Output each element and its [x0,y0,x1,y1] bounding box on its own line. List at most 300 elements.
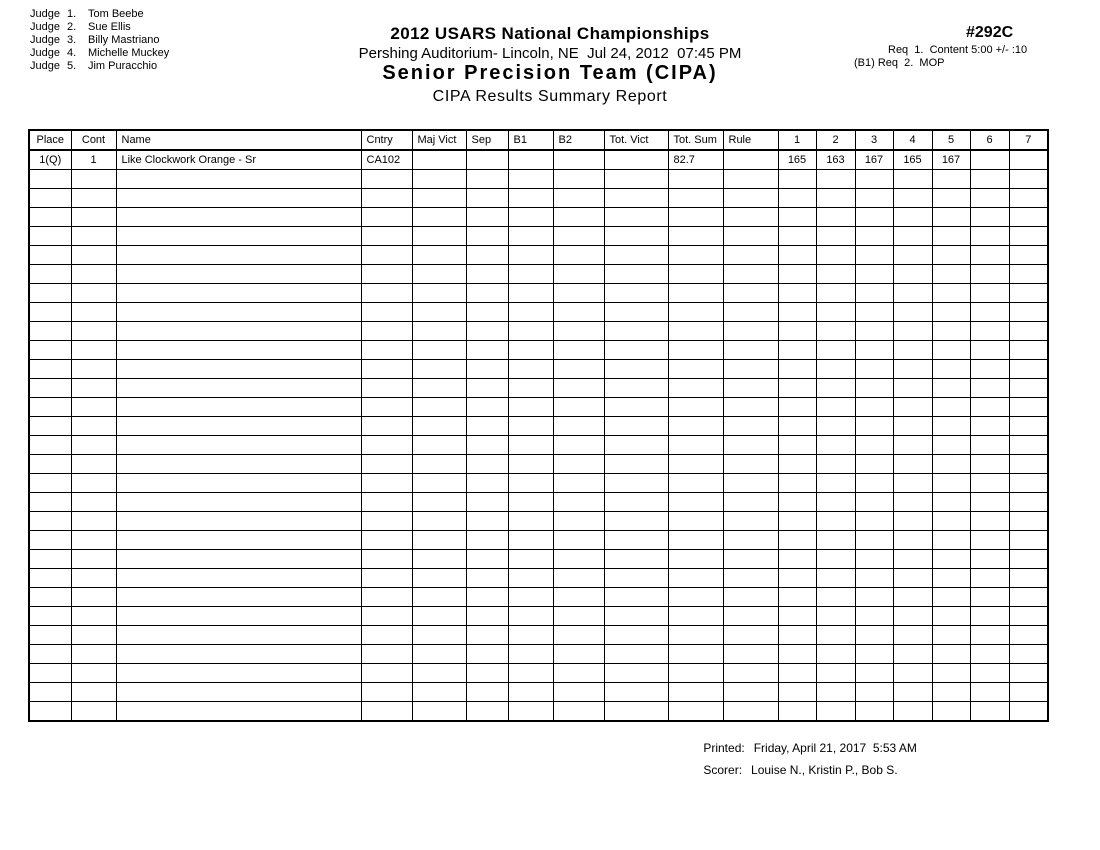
cell-place [29,360,71,379]
cell-j6 [970,170,1009,189]
cell-j3 [855,531,893,550]
cell-cont [71,645,116,664]
empty-row [29,284,1048,303]
cell-cntry [361,417,412,436]
cell-j7 [1009,683,1048,702]
cell-b2 [553,550,604,569]
cell-tot-sum [668,417,723,436]
cell-b2 [553,322,604,341]
judge-name: Michelle Muckey [87,47,170,59]
cell-maj-vict [412,227,466,246]
cell-j7 [1009,360,1048,379]
cell-rule [723,284,778,303]
cell-j3 [855,626,893,645]
cell-j4 [893,360,932,379]
cell-j3 [855,455,893,474]
judge-name: Tom Beebe [87,8,144,20]
cell-tot-sum: 82.7 [668,150,723,170]
cell-sep [466,569,508,588]
cell-cntry [361,702,412,722]
cell-j7 [1009,189,1048,208]
cell-j4 [893,208,932,227]
cell-maj-vict [412,550,466,569]
cell-b2 [553,493,604,512]
empty-row [29,208,1048,227]
cell-j6 [970,664,1009,683]
cell-j6 [970,417,1009,436]
cell-sep [466,265,508,284]
scorer-label: Scorer: [703,763,743,777]
cell-cont [71,189,116,208]
cell-name: Like Clockwork Orange - Sr [116,150,361,170]
cell-cont [71,512,116,531]
cell-b2 [553,626,604,645]
cell-j3 [855,493,893,512]
cell-b2 [553,398,604,417]
cell-j2 [816,189,855,208]
cell-rule [723,569,778,588]
cell-sep [466,531,508,550]
cell-j1 [778,284,816,303]
cell-j2 [816,664,855,683]
cell-j6 [970,645,1009,664]
cell-j6 [970,246,1009,265]
cell-j1 [778,664,816,683]
cell-place [29,550,71,569]
cell-name [116,379,361,398]
cell-rule [723,189,778,208]
cell-b2 [553,284,604,303]
empty-row [29,341,1048,360]
cell-j2 [816,455,855,474]
cell-cntry [361,322,412,341]
cell-tot-vict [604,303,668,322]
cell-cntry [361,474,412,493]
cell-j2 [816,436,855,455]
cell-j3 [855,702,893,722]
cell-maj-vict [412,417,466,436]
cell-rule [723,607,778,626]
cell-tot-sum [668,341,723,360]
cell-b1 [508,588,553,607]
cell-sep [466,702,508,722]
cell-tot-vict [604,607,668,626]
cell-cntry [361,398,412,417]
cell-name [116,322,361,341]
cell-j1 [778,626,816,645]
cell-j7 [1009,455,1048,474]
cell-maj-vict [412,379,466,398]
col-header-tot-sum: Tot. Sum [668,130,723,150]
cell-j7 [1009,208,1048,227]
cell-sep [466,474,508,493]
cell-j6 [970,493,1009,512]
cell-j6 [970,550,1009,569]
cell-name [116,436,361,455]
judge-label: Judge [30,21,60,33]
cell-sep [466,607,508,626]
cell-tot-vict [604,550,668,569]
cell-maj-vict [412,493,466,512]
cell-cntry [361,493,412,512]
cell-j7 [1009,607,1048,626]
cell-tot-sum [668,493,723,512]
cell-j1 [778,246,816,265]
cell-j1 [778,360,816,379]
cell-j5 [932,436,970,455]
cell-j3 [855,246,893,265]
cell-sep [466,379,508,398]
cell-rule [723,626,778,645]
cell-j7 [1009,303,1048,322]
cell-maj-vict [412,189,466,208]
cell-j1 [778,417,816,436]
cell-cntry [361,341,412,360]
cell-cont [71,664,116,683]
cell-tot-vict [604,189,668,208]
cell-cont [71,246,116,265]
cell-rule [723,664,778,683]
cell-cont [71,626,116,645]
cell-j5 [932,493,970,512]
cell-j5 [932,607,970,626]
cell-place [29,626,71,645]
cell-j6 [970,569,1009,588]
cell-j6 [970,588,1009,607]
cell-b1 [508,417,553,436]
cell-tot-sum [668,474,723,493]
cell-j7 [1009,398,1048,417]
cell-sep [466,322,508,341]
cell-j4 [893,322,932,341]
cell-name [116,531,361,550]
cell-tot-vict [604,588,668,607]
cell-b1 [508,531,553,550]
cell-j2 [816,284,855,303]
cell-b2 [553,170,604,189]
cell-rule [723,588,778,607]
cell-cont [71,303,116,322]
empty-row [29,417,1048,436]
cell-maj-vict [412,284,466,303]
cell-name [116,341,361,360]
cell-j6 [970,379,1009,398]
cell-j4 [893,493,932,512]
cell-cntry [361,189,412,208]
cell-place [29,664,71,683]
cell-j6 [970,455,1009,474]
cell-place [29,303,71,322]
judge-number: 5. [66,60,77,72]
cell-j6 [970,150,1009,170]
cell-tot-vict [604,531,668,550]
cell-tot-sum [668,265,723,284]
empty-row [29,436,1048,455]
empty-row [29,588,1048,607]
cell-name [116,360,361,379]
cell-b2 [553,531,604,550]
cell-j7 [1009,436,1048,455]
empty-row [29,246,1048,265]
cell-j6 [970,607,1009,626]
cell-cont [71,436,116,455]
cell-place [29,512,71,531]
cell-maj-vict [412,512,466,531]
cell-rule [723,550,778,569]
cell-tot-sum [668,645,723,664]
cell-j4 [893,683,932,702]
cell-j6 [970,265,1009,284]
cell-sep [466,512,508,531]
cell-cntry [361,170,412,189]
cell-sep [466,398,508,417]
col-header-b1: B1 [508,130,553,150]
cell-j6 [970,189,1009,208]
cell-b2 [553,569,604,588]
cell-j4 [893,702,932,722]
cell-name [116,208,361,227]
cell-name [116,265,361,284]
cell-tot-vict [604,455,668,474]
cell-tot-vict [604,379,668,398]
cell-j1 [778,341,816,360]
cell-b1 [508,322,553,341]
cell-place [29,170,71,189]
cell-j4 [893,265,932,284]
cell-sep [466,645,508,664]
cell-b2 [553,436,604,455]
cell-j7 [1009,664,1048,683]
cell-j4 [893,512,932,531]
cell-j5 [932,588,970,607]
col-header-j4: 4 [893,130,932,150]
cell-j7 [1009,569,1048,588]
cell-b1 [508,436,553,455]
cell-sep [466,626,508,645]
cell-maj-vict [412,303,466,322]
cell-sep [466,227,508,246]
cell-cont [71,208,116,227]
cell-j3 [855,303,893,322]
cell-j7 [1009,379,1048,398]
cell-tot-vict [604,512,668,531]
cell-place [29,417,71,436]
cell-cont [71,550,116,569]
cell-j6 [970,474,1009,493]
cell-rule [723,683,778,702]
cell-j4 [893,607,932,626]
cell-j4 [893,284,932,303]
cell-j5 [932,702,970,722]
cell-cont [71,265,116,284]
cell-j2 [816,322,855,341]
cell-j5 [932,569,970,588]
cell-cont [71,455,116,474]
cell-maj-vict [412,626,466,645]
cell-j2 [816,170,855,189]
cell-j4 [893,246,932,265]
cell-b2 [553,341,604,360]
results-table-head [29,130,1048,150]
cell-j5 [932,322,970,341]
cell-j3 [855,379,893,398]
cell-j4 [893,626,932,645]
results-table-body [29,150,1048,721]
cell-cont [71,341,116,360]
cell-b2 [553,607,604,626]
requirement-1: Req 1. Content 5:00 +/- :10 [888,44,1028,56]
cell-tot-vict [604,360,668,379]
cell-b1 [508,683,553,702]
cell-cont [71,702,116,722]
cell-j5 [932,645,970,664]
cell-b1 [508,170,553,189]
cell-name [116,569,361,588]
cell-j3: 167 [855,150,893,170]
cell-j1 [778,170,816,189]
cell-maj-vict [412,683,466,702]
cell-rule [723,150,778,170]
cell-j1: 165 [778,150,816,170]
col-header-cont: Cont [71,130,116,150]
cell-j2 [816,227,855,246]
cell-name [116,284,361,303]
cell-tot-sum [668,208,723,227]
col-header-rule: Rule [723,130,778,150]
cell-j6 [970,227,1009,246]
cell-name [116,645,361,664]
cell-j7 [1009,493,1048,512]
cell-j3 [855,588,893,607]
judge-number: 2. [66,21,77,33]
cell-sep [466,208,508,227]
judge-name: Billy Mastriano [87,34,160,46]
cell-tot-vict [604,645,668,664]
empty-row [29,702,1048,722]
cell-b1 [508,360,553,379]
cell-j2 [816,246,855,265]
cell-rule [723,246,778,265]
cell-tot-vict [604,626,668,645]
cell-place [29,189,71,208]
cell-name [116,398,361,417]
cell-j6 [970,512,1009,531]
cell-name [116,227,361,246]
venue-datetime-line: Pershing Auditorium- Lincoln, NE Jul 24, 2012 07:45 PM [358,45,742,62]
cell-tot-sum [668,170,723,189]
cell-maj-vict [412,531,466,550]
cell-tot-vict [604,493,668,512]
cell-rule [723,208,778,227]
cell-j3 [855,208,893,227]
cell-j5 [932,455,970,474]
cell-j5 [932,208,970,227]
cell-j1 [778,683,816,702]
cell-cont [71,322,116,341]
cell-sep [466,284,508,303]
cell-name [116,417,361,436]
empty-row [29,626,1048,645]
cell-b2 [553,512,604,531]
cell-j4 [893,379,932,398]
cell-j6 [970,531,1009,550]
cell-b2 [553,303,604,322]
cell-j7 [1009,284,1048,303]
cell-j2 [816,550,855,569]
cell-maj-vict [412,322,466,341]
cell-rule [723,455,778,474]
cell-j7 [1009,246,1048,265]
cell-j4 [893,569,932,588]
cell-b2 [553,474,604,493]
cell-cntry [361,379,412,398]
cell-rule [723,474,778,493]
empty-row [29,265,1048,284]
cell-j3 [855,265,893,284]
cell-j7 [1009,322,1048,341]
cell-tot-sum [668,588,723,607]
cell-b2 [553,189,604,208]
cell-j7 [1009,227,1048,246]
cell-sep [466,417,508,436]
cell-b2 [553,645,604,664]
cell-j4 [893,550,932,569]
cell-cntry [361,455,412,474]
cell-j5 [932,683,970,702]
cell-cntry [361,550,412,569]
cell-b2 [553,360,604,379]
cell-tot-sum [668,455,723,474]
cell-j2 [816,360,855,379]
cell-tot-vict [604,208,668,227]
cell-b2 [553,208,604,227]
cell-b2 [553,455,604,474]
judge-label: Judge [30,47,60,59]
cell-j2 [816,379,855,398]
cell-tot-vict [604,227,668,246]
cell-j2 [816,569,855,588]
cell-cont [71,284,116,303]
cell-j1 [778,512,816,531]
col-header-j1: 1 [778,130,816,150]
cell-tot-vict [604,150,668,170]
cell-j3 [855,189,893,208]
empty-row [29,379,1048,398]
judge-name: Jim Puracchio [87,60,158,72]
cell-place [29,436,71,455]
cell-j7 [1009,626,1048,645]
cell-tot-vict [604,569,668,588]
cell-j3 [855,227,893,246]
cell-b1 [508,474,553,493]
empty-row [29,531,1048,550]
cell-j4 [893,588,932,607]
cell-j6 [970,683,1009,702]
cell-j2 [816,265,855,284]
cell-sep [466,170,508,189]
cell-place [29,702,71,722]
cell-cont [71,474,116,493]
cell-j5 [932,550,970,569]
cell-j2 [816,588,855,607]
cell-maj-vict [412,341,466,360]
cell-name [116,607,361,626]
judge-label: Judge [30,34,60,46]
cell-j1 [778,474,816,493]
col-header-j6: 6 [970,130,1009,150]
col-header-b2: B2 [553,130,604,150]
cell-tot-sum [668,246,723,265]
